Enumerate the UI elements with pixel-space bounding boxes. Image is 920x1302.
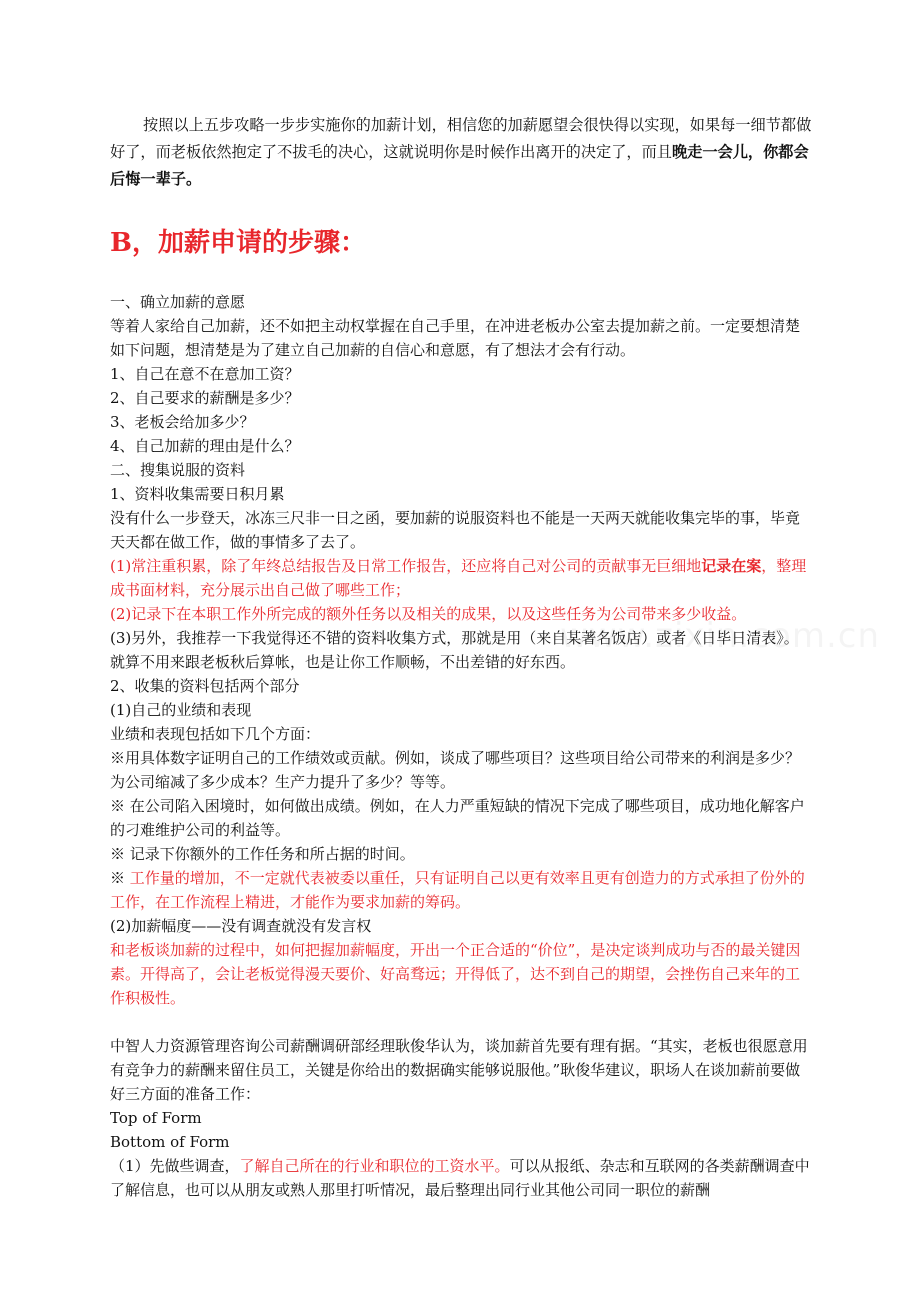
prep-item-1-lead: （1）先做些调查， (110, 1157, 240, 1175)
question-2: 2、自己要求的薪酬是多少？ (110, 389, 300, 407)
section-2-title: 二、搜集说服的资料 (110, 461, 246, 479)
collect-item-2: (2)记录下在本职工作外所完成的额外任务以及相关的成果，以及这些任务为公司带来多少收益。 (110, 605, 747, 623)
part-2-paragraph: 和老板谈加薪的过程中，如何把握加薪幅度，开出一个正合适的“价位”，是决定谈判成功与否的最关键因素。开得高了，会让老板觉得漫天要价、好高骛远；开得低了，达不到自己的期望，会挫伤自己来年的工作积极性。 (110, 941, 801, 1007)
subsection-1-paragraph: 没有什么一步登天，冰冻三尺非一日之函，要加薪的说服资料也不能是一天两天就能收集完毕的事，毕竟天天都在做工作，做的事情多了去了。 (110, 509, 801, 551)
paragraph-gap (110, 1010, 812, 1034)
bullet-2: ※ 在公司陷入困境时，如何做出成绩。例如，在人力严重短缺的情况下完成了哪些项目，成功地化解客户的刁难维护公司的利益等。 (110, 797, 805, 839)
intro-paragraph (110, 112, 812, 193)
bullet-3: ※ 记录下你额外的工作任务和所占据的时间。 (110, 845, 415, 863)
intro-text: 按照以上五步攻略一步步实施你的加薪计划，相信您的加薪愿望会很快得以实现，如果每一细节都做好了，而老板依然抱定了不拔毛的决心，这就说明你是时候作出离开的决定了，而且 (110, 116, 812, 161)
collect-item-1-text-end: ，整理成书面材料，充分展示出自己做了哪些工作； (110, 557, 807, 599)
form-top-label: Top of Form (110, 1109, 202, 1127)
prep-item-1 (110, 1154, 812, 1202)
question-3: 3、老板会给加多少？ (110, 413, 255, 431)
section-1-title: 一、确立加薪的意愿 (110, 293, 246, 311)
prep-item-1-highlight: 了解自己所在的行业和职位的工资水平。 (239, 1157, 510, 1175)
document-body (110, 112, 812, 1202)
bullet-4 (110, 866, 812, 914)
question-1: 1、自己在意不在意加工资？ (110, 365, 300, 383)
prep-item-1-text: 可以从报纸、杂志和互联网的各类薪酬调查中了解信息，也可以从朋友或熟人那里打听情况，最后整理出同行业其他公司同一职位的薪酬 (110, 1157, 810, 1199)
intro-bold-text: 晚走一会儿，你都会后悔一辈子。 (110, 143, 809, 188)
bullet-4-text: 工作量的增加，不一定就代表被委以重任，只有证明自己以更有效率且更有创造力的方式承担了份外的工作，在工作流程上精进，才能作为要求加薪的筹码。 (110, 869, 805, 911)
part-2-title: (2)加薪幅度——没有调查就没有发言权 (110, 917, 372, 935)
section-1-paragraph: 等着人家给自己加薪，还不如把主动权掌握在自己手里，在冲进老板办公室去提加薪之前。一定要想清楚如下问题，想清楚是为了建立自己加薪的自信心和意愿，有了想法才会有行动。 (110, 317, 801, 359)
collect-item-1-bold: 记录在案 (701, 557, 762, 575)
quote-paragraph: 中智人力资源管理咨询公司薪酬调研部经理耿俊华认为，谈加薪首先要有理有据。“其实，老板也很愿意用有竞争力的薪酬来留住员工，关键是你给出的数据确实能够说服他。”耿俊华建议，职场人在谈加薪前要做好三方面的准备工作： (110, 1037, 808, 1103)
form-bottom-label: Bottom of Form (110, 1133, 230, 1151)
collect-item-1-text: (1)常注重积累，除了年终总结报告及日常工作报告，还应将自己对公司的贡献事无巨细地 (110, 557, 702, 575)
part-1-intro: 业绩和表现包括如下几个方面： (110, 725, 321, 743)
bullet-4-mark: ※ (110, 869, 130, 887)
subsection-1-title: 1、资料收集需要日积月累 (110, 485, 285, 503)
part-1-title: (1)自己的业绩和表现 (110, 701, 252, 719)
collect-item-1 (110, 554, 812, 602)
question-4: 4、自己加薪的理由是什么？ (110, 437, 300, 455)
subsection-2-title: 2、收集的资料包括两个部分 (110, 677, 300, 695)
section-heading: B，加薪申请的步骤： (110, 228, 366, 258)
bullet-1: ※用具体数字证明自己的工作绩效或贡献。例如，谈成了哪些项目？这些项目给公司带来的利润是多少？为公司缩减了多少成本？生产力提升了多少？等等。 (110, 749, 801, 791)
collect-item-3: (3)另外，我推荐一下我觉得还不错的资料收集方式，那就是用（来自某著名饭店）或者《日毕日清表》。就算不用来跟老板秋后算帐，也是让你工作顺畅，不出差错的好东西。 (110, 629, 799, 671)
